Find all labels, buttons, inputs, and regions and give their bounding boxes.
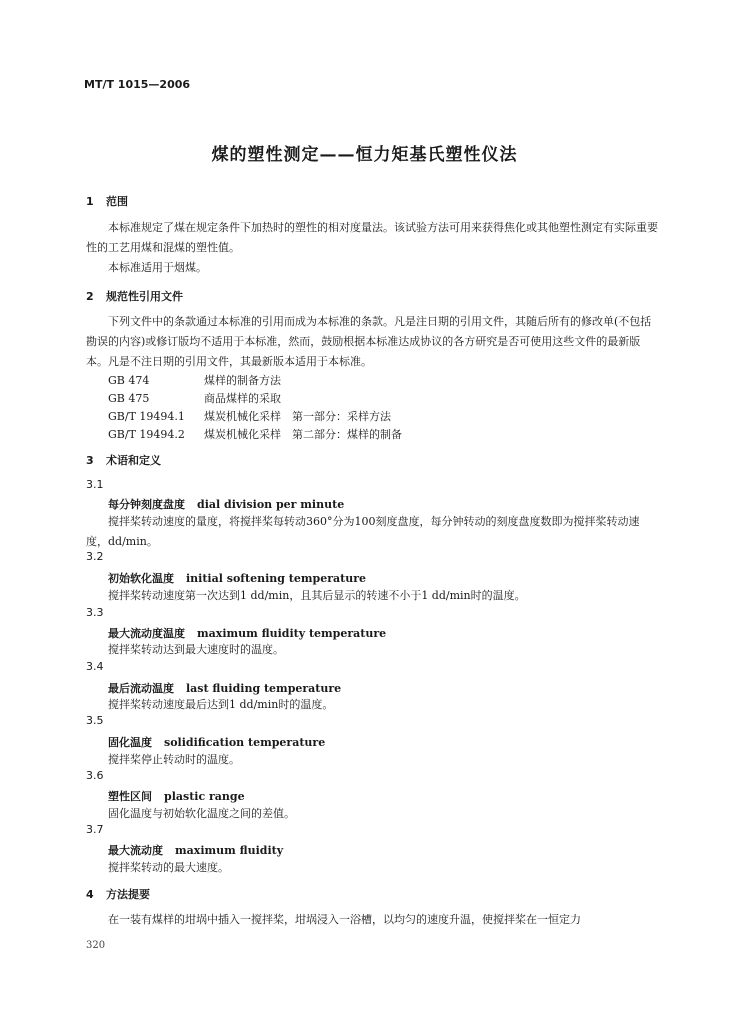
- term-en: initial softening temperature: [186, 572, 366, 585]
- reference-title: 商品煤样的采取: [204, 392, 281, 405]
- section-number: 3: [86, 454, 94, 467]
- reference-code: GB 474: [108, 374, 150, 387]
- term-zh: 初始软化温度: [108, 572, 174, 585]
- term-en: plastic range: [164, 790, 245, 803]
- reference-code: GB 475: [108, 392, 150, 405]
- term-definition: 固化温度与初始软化温度之间的差值。: [108, 807, 295, 820]
- term-zh: 每分钟刻度盘度: [108, 498, 185, 511]
- term-en: last fluiding temperature: [186, 682, 342, 695]
- term-definition: 搅拌桨转动速度最后达到1 dd/min时的温度。: [108, 698, 334, 711]
- term-number: 3.5: [86, 714, 104, 727]
- term-heading: [108, 625, 386, 641]
- section-number: 2: [86, 290, 94, 303]
- section-1-paragraph-2: 本标准适用于烟煤。: [108, 261, 207, 274]
- term-heading: [108, 734, 325, 750]
- section-title: 术语和定义: [106, 454, 161, 467]
- section-number: 1: [86, 195, 94, 208]
- section-3-heading: [86, 452, 161, 468]
- reference-item: [108, 408, 391, 424]
- section-number: 4: [86, 888, 94, 901]
- term-heading: [108, 788, 245, 804]
- reference-item: [108, 372, 281, 388]
- reference-title: 煤样的制备方法: [204, 374, 281, 387]
- term-number: 3.6: [86, 769, 104, 782]
- section-title: 范围: [106, 195, 128, 208]
- term-heading: [108, 842, 283, 858]
- term-definition: 搅拌桨转动速度第一次达到1 dd/min，且其后显示的转速不小于1 dd/min时的温度。: [108, 589, 526, 602]
- term-heading: [108, 496, 344, 512]
- term-zh: 最后流动温度: [108, 682, 174, 695]
- reference-code: GB/T 19494.2: [108, 428, 185, 441]
- reference-item: [108, 426, 402, 442]
- term-definition: 搅拌桨停止转动时的温度。: [108, 753, 240, 766]
- section-4-paragraph-1: 在一装有煤样的坩埚中插入一搅拌桨，坩埚浸入一浴槽，以均匀的速度升温，使搅拌桨在一恒定力: [108, 913, 581, 926]
- section-2-paragraph-1: 下列文件中的条款通过本标准的引用而成为本标准的条款。凡是注日期的引用文件，其随后所有的修改单(不包括勘误的内容)或修订版均不适用于本标准，然而，鼓励根据本标准达成协议的各方研究是否可使用这些文件的最新版本。凡是不注日期的引用文件，其最新版本适用于本标准。: [86, 315, 652, 368]
- term-zh: 塑性区间: [108, 790, 152, 803]
- term-zh: 最大流动度温度: [108, 627, 185, 640]
- section-title: 方法提要: [106, 888, 150, 901]
- term-en: solidification temperature: [164, 736, 326, 749]
- term-zh: 最大流动度: [108, 844, 163, 857]
- term-number: 3.7: [86, 823, 104, 836]
- term-number: 3.1: [86, 478, 104, 491]
- section-title: 规范性引用文件: [106, 290, 183, 303]
- section-2-heading: [86, 288, 183, 304]
- standard-code-header: MT/T 1015—2006: [84, 78, 191, 91]
- reference-title: 煤炭机械化采样 第一部分：采样方法: [204, 410, 391, 423]
- term-definition: 搅拌桨转动的最大速度。: [108, 861, 229, 874]
- reference-code: GB/T 19494.1: [108, 410, 185, 423]
- reference-title: 煤炭机械化采样 第二部分：煤样的制备: [204, 428, 402, 441]
- section-1-heading: [86, 193, 128, 209]
- term-en: dial division per minute: [197, 498, 345, 511]
- page-number: 320: [86, 940, 106, 951]
- term-definition: 搅拌桨转动达到最大速度时的温度。: [108, 643, 284, 656]
- term-number: 3.3: [86, 606, 104, 619]
- term-en: maximum fluidity: [175, 844, 284, 857]
- term-zh: 固化温度: [108, 736, 152, 749]
- term-number: 3.2: [86, 550, 104, 563]
- section-1-paragraph-1: 本标准规定了煤在规定条件下加热时的塑性的相对度量法。该试验方法可用来获得焦化或其他塑性测定有实际重要性的工艺用煤和混煤的塑性值。: [86, 221, 658, 254]
- term-definition: 搅拌桨转动速度的量度，将搅拌桨每转动360°分为100刻度盘度，每分钟转动的刻度盘度数即为搅拌桨转动速度，dd/min。: [86, 515, 640, 548]
- term-heading: [108, 570, 366, 586]
- term-heading: [108, 680, 341, 696]
- reference-item: [108, 390, 281, 406]
- term-en: maximum fluidity temperature: [197, 627, 387, 640]
- document-title: 煤的塑性测定——恒力矩基氏塑性仪法: [211, 145, 518, 165]
- term-number: 3.4: [86, 660, 104, 673]
- section-4-heading: [86, 886, 150, 902]
